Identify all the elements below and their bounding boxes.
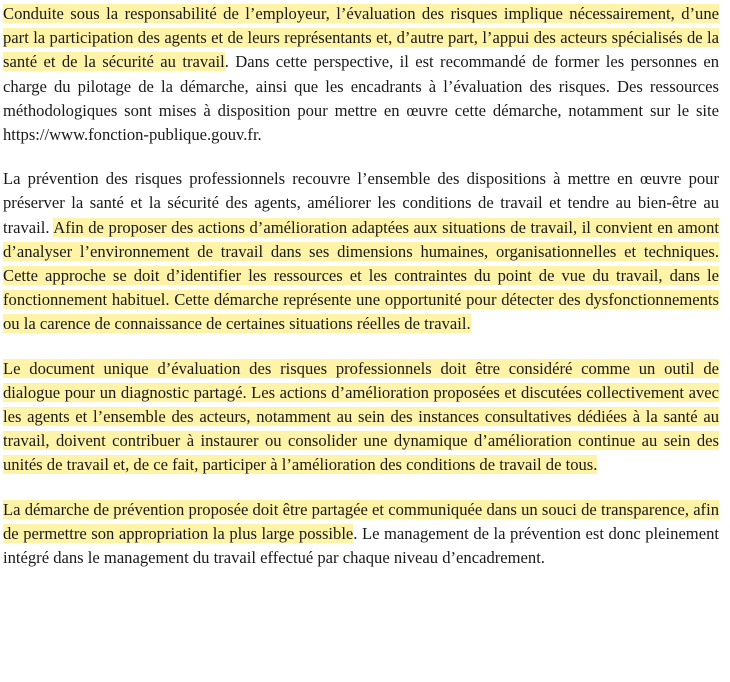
paragraph-employer-responsibility	[3, 2, 719, 147]
plain-text: . Dans cette perspective, il est recommandé de former les personnes en charge du pilotage de la démarche, ainsi que les encadrants à l’évaluation des risques. Des ressources méthodologiques sont mises à disposition pour mettre en œuvre cette démarche, notamment sur le site https://www.fonction-publique.gouv.fr.	[3, 52, 720, 145]
document-body	[3, 2, 719, 590]
plain-text: La prévention des risques professionnels recouvre l’ensemble des dispositions à mettre en œuvre pour préserver la santé et la sécurité des agents, améliorer les conditions de travail et tendre au bien-être au travail.	[3, 169, 719, 237]
paragraph-prevention-approach	[3, 498, 719, 571]
paragraph-risk-prevention	[3, 167, 719, 336]
highlighted-text: Conduite sous la responsabilité de l’employeur, l’évaluation des risques implique nécessairement, d’une part la participation des agents et de leurs représentants et, d’autre part, l’appui des acteurs spécialisés de la santé et de la sécurité au travail	[3, 4, 719, 72]
plain-text: . Le management de la prévention est donc pleinement intégré dans le management du travail effectué par chaque niveau d’encadrement.	[3, 523, 719, 568]
highlighted-text: Le document unique d’évaluation des risques professionnels doit être considéré comme un outil de dialogue pour un diagnostic partagé. Les actions d’amélioration proposées et discutées collectivement avec les agents et l’ensemble des acteurs, notamment au sein des instances consultatives dédiées à la santé au travail, doivent contribuer à instaurer ou consolider une dynamique d’amélioration continue au sein des unités de travail et, de ce fait, participer à l’amélioration des conditions de travail de tous.	[3, 358, 719, 475]
highlighted-text: La démarche de prévention proposée doit être partagée et communiquée dans un souci de transparence, afin de permettre son appropriation la plus large possible	[3, 499, 719, 543]
highlighted-text: Afin de proposer des actions d’amélioration adaptées aux situations de travail, il convient en amont d’analyser l’environnement de travail dans ses dimensions humaines, organisationnelles et techniques. Cette approche se doit d’identifier les ressources et les contraintes du point de vue du travail, dans le fonctionnement habituel. Cette démarche représente une opportunité pour détecter des dysfonctionnements ou la carence de connaissance de certaines situations réelles de travail.	[3, 217, 719, 334]
paragraph-single-document	[3, 357, 719, 478]
